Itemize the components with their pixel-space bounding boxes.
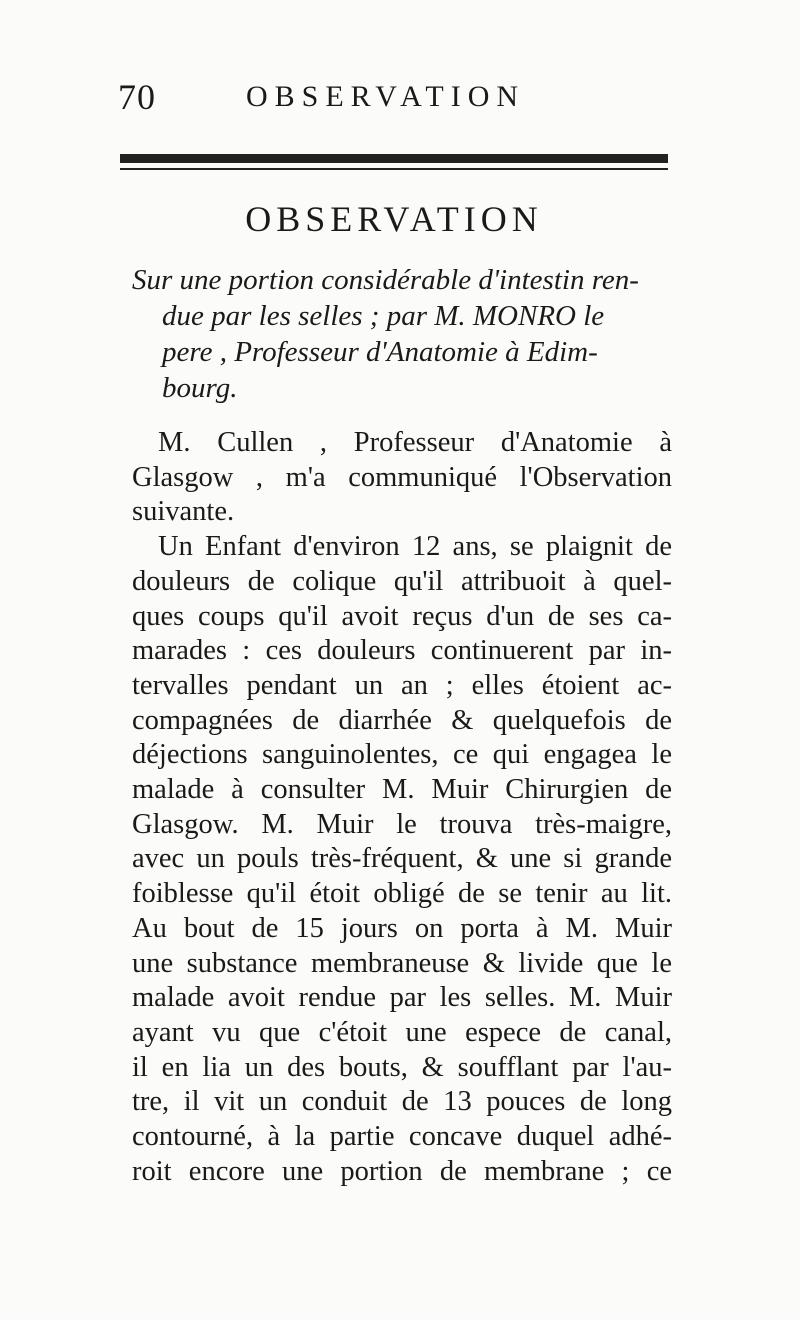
body-line: malade à consulter M. Muir Chirurgien de xyxy=(132,774,672,806)
body-line: déjections sanguinolentes, ce qui engagea le xyxy=(132,739,672,771)
subtitle-line: pere , Professeur d'Anatomie à Edim- xyxy=(162,336,598,368)
body-line: avec un pouls très-fréquent, & une si grande xyxy=(132,843,672,875)
body-line: douleurs de colique qu'il attribuoit à quel- xyxy=(132,565,672,597)
body-line: Un Enfant d'environ 12 ans, se plaignit de xyxy=(158,531,672,563)
running-head xyxy=(118,76,678,120)
running-title: OBSERVATION xyxy=(246,80,526,113)
body-line: une substance membraneuse & livide que le xyxy=(132,947,672,979)
header-rule-thin xyxy=(120,168,668,170)
article-title: OBSERVATION xyxy=(245,199,543,239)
body-line: compagnées de diarrhée & quelquefois de xyxy=(132,704,672,736)
body-line: ques coups qu'il avoit reçus d'un de ses ca- xyxy=(132,600,672,632)
body-line: il en lia un des bouts, & soufflant par l'au- xyxy=(132,1051,672,1083)
header-rule xyxy=(120,154,668,174)
page-number: 70 xyxy=(118,77,156,117)
body-line: M. Cullen , Professeur d'Anatomie à xyxy=(158,427,672,458)
body-line: Au bout de 15 jours on porta à M. Muir xyxy=(132,912,672,944)
body-line: Glasgow. M. Muir le trouva très-maigre, xyxy=(132,808,672,840)
subtitle-line: Sur une portion considérable d'intestin ren- xyxy=(132,264,639,296)
body-line: roit encore une portion de membrane ; ce xyxy=(132,1155,672,1187)
subtitle-line: due par les selles ; par M. MONRO le xyxy=(162,300,605,332)
body-line: malade avoit rendue par les selles. M. Muir xyxy=(132,982,672,1014)
subtitle-line: bourg. xyxy=(162,372,238,404)
body-line: foiblesse qu'il étoit obligé de se tenir au lit. xyxy=(132,878,672,910)
body-text xyxy=(132,426,672,1189)
body-line: Glasgow , m'a communiqué l'Observation xyxy=(132,461,672,493)
body-line: suivante. xyxy=(132,496,235,528)
body-line: tervalles pendant un an ; elles étoient ac- xyxy=(132,669,672,701)
body-line: ayant vu que c'étoit une espece de canal, xyxy=(132,1016,672,1048)
body-line: contourné, à la partie concave duquel adhé- xyxy=(132,1121,672,1153)
article-subtitle xyxy=(132,262,672,406)
header-rule-thick xyxy=(120,154,668,163)
body-line: tre, il vit un conduit de 13 pouces de long xyxy=(132,1086,672,1118)
body-line: marades : ces douleurs continuerent par in- xyxy=(132,635,672,667)
